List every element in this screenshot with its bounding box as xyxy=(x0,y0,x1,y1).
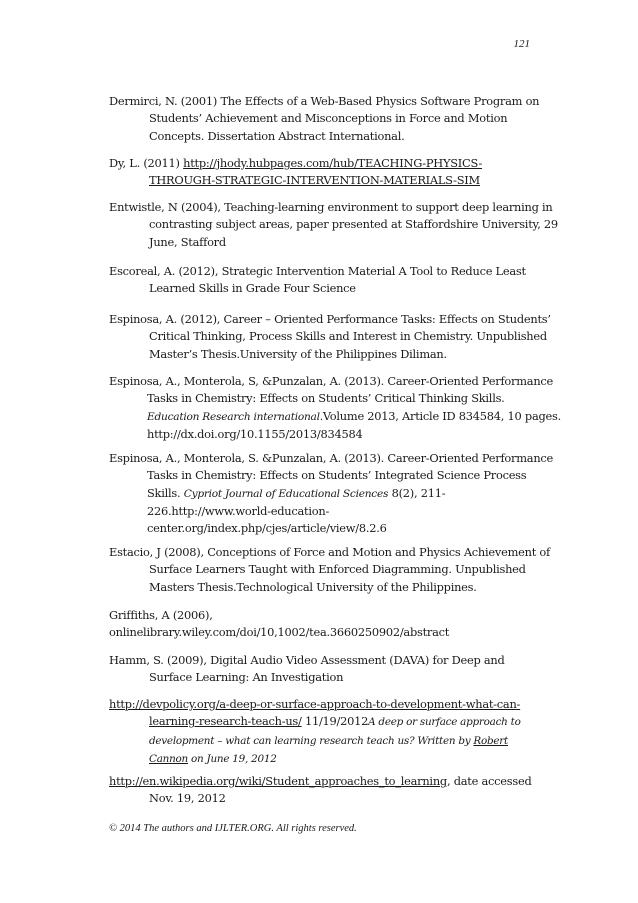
reference-title: A deep or surface approach to xyxy=(368,716,521,729)
reference-entry xyxy=(109,311,551,363)
reference-line: Entwistle, N (2004), Teaching-learning environment to support deep learning in xyxy=(109,200,553,214)
reference-link[interactable]: THROUGH-STRATEGIC-INTERVENTION-MATERIALS-SIM xyxy=(149,173,480,188)
reference-line: Escoreal, A. (2012), Strategic Intervention Material A Tool to Reduce Least xyxy=(109,264,526,278)
reference-line xyxy=(109,696,521,713)
reference-entry xyxy=(109,93,539,145)
reference-line: Tasks in Chemistry: Effects on Students’ Integrated Science Process xyxy=(147,468,527,483)
reference-line: http://dx.doi.org/10.1155/2013/834584 xyxy=(147,426,363,441)
reference-link[interactable]: http://en.wikipedia.org/wiki/Student_approaches_to_learning xyxy=(109,774,447,788)
copyright-footer: © 2014 The authors and IJLTER.ORG. All rights reserved. xyxy=(109,823,357,834)
reference-journal: Education Research international. xyxy=(147,410,323,423)
reference-journal: Cypriot Journal of Educational Sciences xyxy=(183,487,389,500)
reference-entry xyxy=(109,450,553,537)
reference-line: Espinosa, A., Monterola, S, &Punzalan, A. (2013). Career-Oriented Performance xyxy=(109,374,554,388)
reference-line: Masters Thesis.Technological University of the Philippines. xyxy=(149,579,477,594)
reference-line: Griffiths, A (2006), xyxy=(109,608,213,622)
reference-line xyxy=(109,155,482,172)
reference-line: onlinelibrary.wiley.com/doi/10,1002/tea.3660250902/abstract xyxy=(109,625,450,640)
reference-link[interactable]: http://devpolicy.org/a-deep-or-surface-approach-to-development-what-can- xyxy=(109,697,521,711)
reference-title: development – what can learning research teach us? Written by xyxy=(149,734,474,747)
reference-line: 226.http://www.world-education- xyxy=(147,503,330,518)
reference-line: Espinosa, A., Monterola, S. &Punzalan, A. (2013). Career-Oriented Performance xyxy=(109,451,554,465)
reference-volume: Volume 2013, Article ID 834584, 10 pages. xyxy=(322,408,561,423)
reference-author-link[interactable]: Robert xyxy=(473,734,508,747)
reference-line: Critical Thinking, Process Skills and Interest in Chemistry. Unpublished xyxy=(149,329,547,344)
reference-line: center.org/index.php/cjes/article/view/8.2.6 xyxy=(147,521,387,536)
reference-link[interactable]: http://jhody.hubpages.com/hub/TEACHING-PHYSICS- xyxy=(183,156,483,170)
reference-entry xyxy=(109,544,550,596)
reference-line: Learned Skills in Grade Four Science xyxy=(149,281,356,296)
reference-line xyxy=(109,408,561,426)
reference-author: Dy, L. (2011) xyxy=(109,156,184,170)
reference-line: Master’s Thesis.University of the Philippines Diliman. xyxy=(149,346,447,361)
reference-line: Surface Learning: An Investigation xyxy=(149,670,344,685)
reference-date: 11/19/2012 xyxy=(301,714,369,729)
reference-line xyxy=(109,172,482,189)
reference-line: Nov. 19, 2012 xyxy=(149,791,226,806)
reference-text: Skills. xyxy=(147,485,184,500)
reference-line: June, Stafford xyxy=(149,234,226,249)
reference-entry xyxy=(109,607,449,642)
reference-entry xyxy=(109,373,561,443)
reference-line: Tasks in Chemistry: Effects on Students’ Critical Thinking Skills. xyxy=(147,391,505,406)
reference-entry xyxy=(109,263,526,298)
reference-line xyxy=(109,773,531,790)
reference-line xyxy=(109,750,521,768)
reference-line: Estacio, J (2008), Conceptions of Force and Motion and Physics Achievement of xyxy=(109,545,550,559)
reference-entry xyxy=(109,652,505,687)
reference-line: Concepts. Dissertation Abstract International. xyxy=(149,128,405,143)
reference-text: , date accessed xyxy=(446,774,532,788)
reference-line xyxy=(109,485,553,503)
reference-entry xyxy=(109,155,482,190)
page-number: 121 xyxy=(513,38,530,50)
reference-entry xyxy=(109,199,558,251)
reference-line xyxy=(109,732,521,750)
reference-line: contrasting subject areas, paper presented at Staffordshire University, 29 xyxy=(149,217,558,232)
reference-title: on June 19, 2012 xyxy=(187,752,277,765)
reference-entry xyxy=(109,696,521,768)
reference-line: Dermirci, N. (2001) The Effects of a Web-Based Physics Software Program on xyxy=(109,94,540,108)
reference-line: Surface Learners Taught with Enforced Diagramming. Unpublished xyxy=(149,562,526,577)
reference-line: Hamm, S. (2009), Digital Audio Video Assessment (DAVA) for Deep and xyxy=(109,653,505,667)
reference-line: Espinosa, A. (2012), Career – Oriented Performance Tasks: Effects on Students’ xyxy=(109,312,551,326)
reference-entry xyxy=(109,773,531,808)
reference-author-link[interactable]: Cannon xyxy=(149,752,188,765)
reference-line xyxy=(109,713,521,731)
reference-link[interactable]: learning-research-teach-us/ xyxy=(149,714,302,729)
reference-volume: 8(2), 211- xyxy=(388,485,446,500)
reference-line: Students’ Achievement and Misconceptions in Force and Motion xyxy=(149,111,508,126)
